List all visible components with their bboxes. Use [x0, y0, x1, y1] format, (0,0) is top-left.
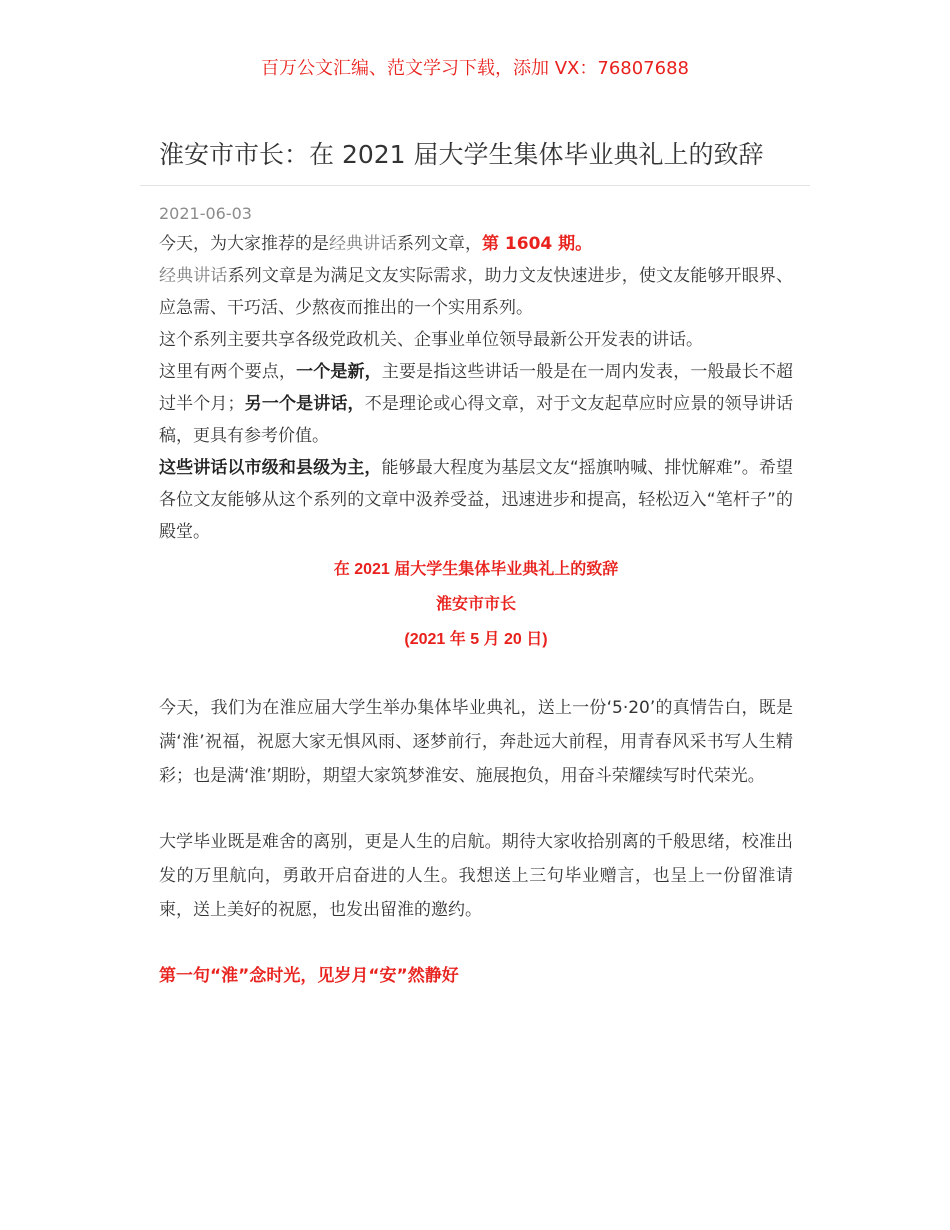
intro-p2-text: 系列文章是为满足文友实际需求，助力文友快速进步，使文友能够开眼界、应急需、干巧活、少熬夜而推出的一个实用系列。 [159, 266, 794, 318]
intro-p1-prefix: 今天，为大家推荐的是 [159, 234, 329, 254]
publish-date: 2021-06-03 [159, 204, 252, 223]
speech-title: 在 2021 届大学生集体毕业典礼上的致辞 [333, 561, 619, 578]
series-name-link-2[interactable]: 经典讲话 [159, 266, 228, 286]
speech-date: (2021 年 5 月 20 日) [404, 631, 548, 648]
focus-level: 这些讲话以市级和县级为主， [159, 458, 382, 478]
speech-paragraph-2: 大学毕业既是难舍的离别，更是人生的启航。期待大家收拾别离的千般思绪，校准出发的万里航向，勇敢开启奋进的人生。我想送上三句毕业赠言，也呈上一份留淮请柬，送上美好的祝愿，也发出留淮的邀约。 [159, 832, 793, 920]
intro-p4-prefix: 这里有两个要点， [159, 362, 297, 382]
intro-paragraph-4 [159, 356, 793, 452]
point-speech: 另一个是讲话， [244, 394, 365, 414]
article-body [159, 200, 793, 993]
intro-p4-middle: 主要是指这些讲话一般是在一周内发表，一般最长不超过半个月； [159, 362, 794, 414]
spacer [159, 927, 793, 959]
issue-number: 第 1604 期。 [482, 234, 593, 254]
spacer [159, 657, 793, 691]
intro-paragraph-3: 这个系列主要共享各级党政机关、企事业单位领导最新公开发表的讲话。 [159, 330, 703, 350]
intro-p1-middle: 系列文章， [397, 234, 482, 254]
intro-paragraph-5 [159, 452, 793, 548]
intro-p5-text: 能够最大程度为基层文友“摇旗呐喊、排忧解难”。希望各位文友能够从这个系列的文章中汲养受益，迅速进步和提高，轻松迈入“笔杆子”的殿堂。 [159, 458, 793, 542]
article-title: 淮安市市长：在 2021 届大学生集体毕业典礼上的致辞 [159, 140, 764, 169]
speech-speaker: 淮安市市长 [435, 596, 516, 613]
spacer [159, 793, 793, 825]
point-new: 一个是新， [296, 362, 382, 382]
intro-p4-suffix: 不是理论或心得文章，对于文友起草应时应景的领导讲话稿，更具有参考价值。 [159, 394, 794, 446]
intro-paragraph-1 [159, 228, 793, 260]
section-heading-1: 第一句“淮”念时光，见岁月“安”然静好 [159, 966, 459, 986]
intro-paragraph-2 [159, 260, 793, 324]
promo-banner: 百万公文汇编、范文学习下载，添加 VX：76807688 [261, 58, 689, 79]
speech-paragraph-1: 今天，我们为在淮应届大学生举办集体毕业典礼，送上一份‘5·20’的真情告白，既是满‘淮’祝福，祝愿大家无惧风雨、逐梦前行，奔赴远大前程，用青春风采书写人生精彩；也是满‘淮’期盼，期望大家筑梦淮安、施展抱负，用奋斗荣耀续写时代荣光。 [159, 698, 793, 786]
series-name-link[interactable]: 经典讲话 [329, 234, 397, 254]
title-divider [140, 185, 810, 186]
